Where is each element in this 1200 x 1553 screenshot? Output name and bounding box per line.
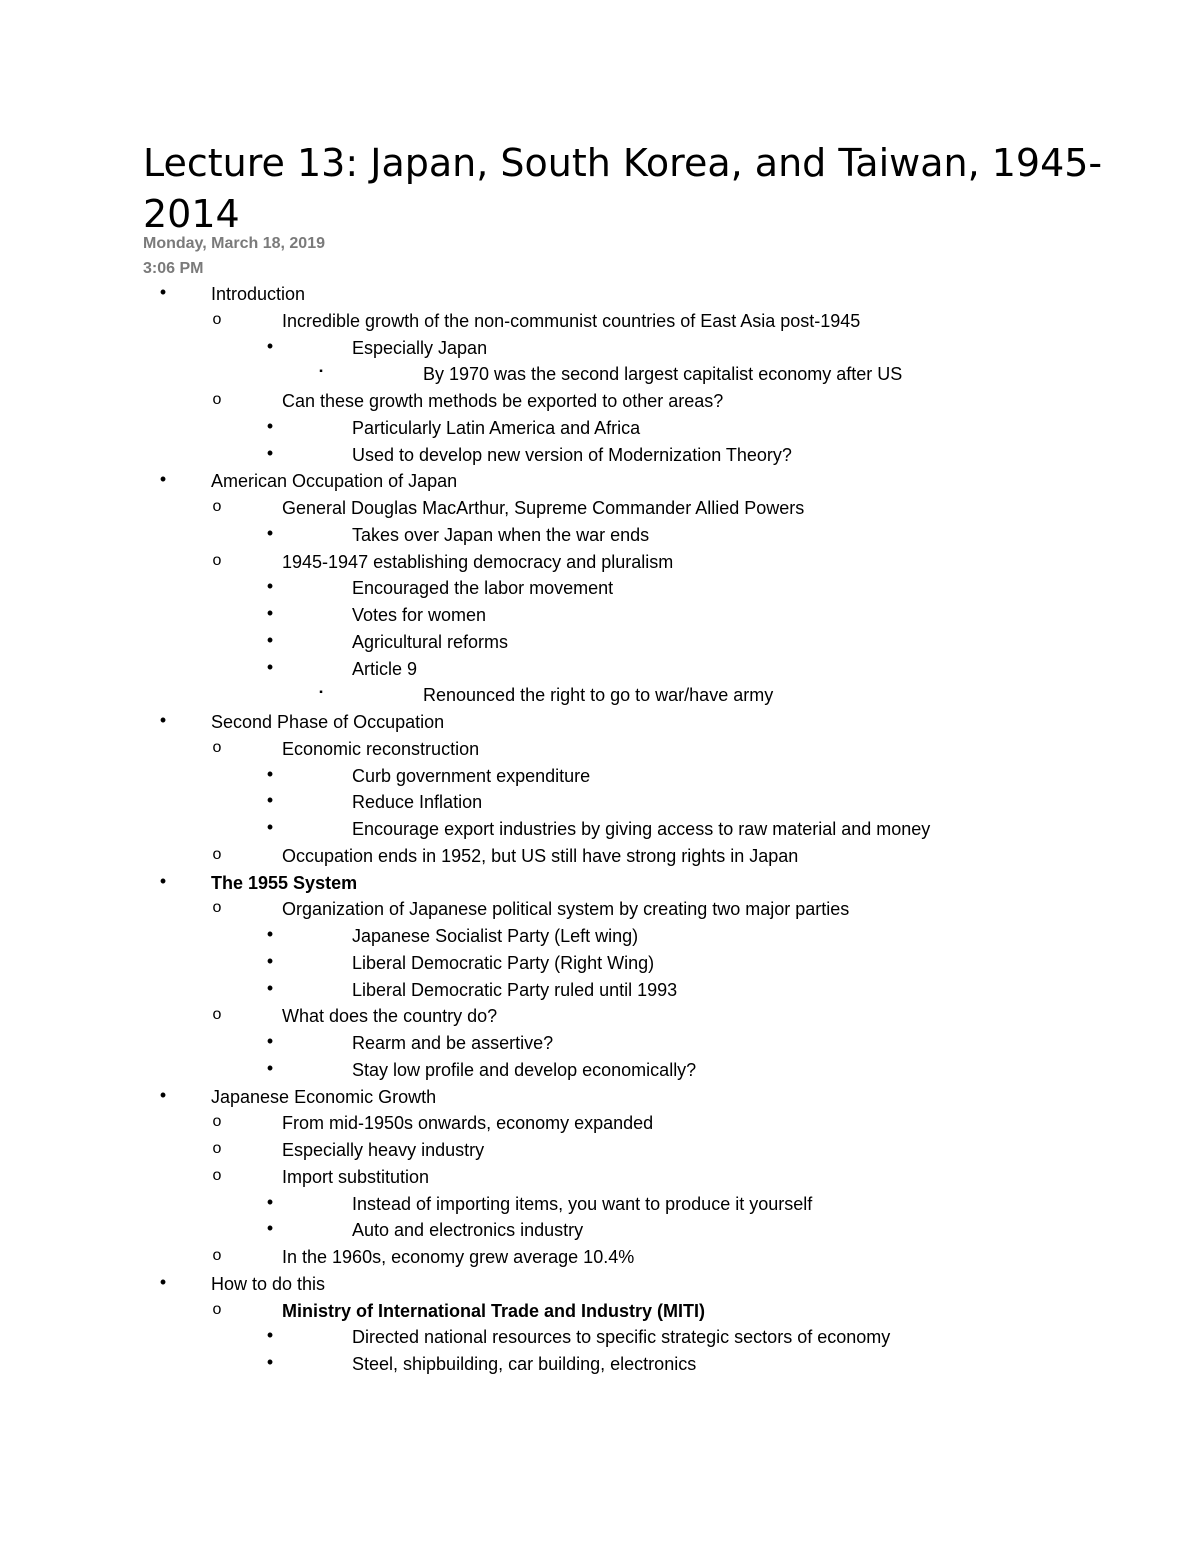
outline-item-level-3	[0, 1057, 1200, 1084]
outline-item-level-3	[0, 816, 1200, 843]
outline-item-level-3	[0, 789, 1200, 816]
outline-item-text: Liberal Democratic Party ruled until 1993	[352, 979, 678, 1000]
bullet-disc-icon: •	[266, 415, 274, 436]
outline-item-text: Liberal Democratic Party (Right Wing)	[352, 952, 655, 973]
outline-item-text: How to do this	[211, 1273, 326, 1294]
outline-item-level-3	[0, 335, 1200, 362]
outline-item-level-3	[0, 1217, 1200, 1244]
outline-item-text: Used to develop new version of Modernization Theory?	[352, 444, 792, 465]
bullet-disc-icon: •	[159, 870, 167, 891]
outline-item-text: Votes for women	[352, 605, 487, 625]
outline-item-text: Incredible growth of the non-communist countries of East Asia post-1945	[282, 310, 861, 331]
outline-item-level-2	[0, 495, 1200, 522]
outline-item-text: In the 1960s, economy grew average 10.4%	[282, 1247, 635, 1267]
outline-item-text: Japanese Economic Growth	[211, 1086, 437, 1107]
bullet-disc-icon: •	[159, 710, 167, 730]
bullet-circle-icon: o	[212, 1300, 222, 1318]
outline-item-level-3	[0, 763, 1200, 790]
bullet-disc-icon: •	[266, 576, 274, 597]
bullet-disc-icon: •	[266, 1325, 274, 1346]
outline-item-text: Curb government expenditure	[352, 765, 591, 786]
bullet-disc-icon: •	[266, 763, 274, 784]
bullet-disc-icon: •	[266, 656, 274, 677]
outline-item-level-4	[0, 682, 1200, 709]
outline-list	[0, 281, 1200, 1378]
outline-item-text: By 1970 was the second largest capitalist economy after US	[423, 364, 903, 385]
bullet-disc-icon: •	[266, 1191, 274, 1212]
outline-item-text: General Douglas MacArthur, Supreme Commander Allied Powers	[282, 498, 805, 518]
page-title: Lecture 13: Japan, South Korea, and Taiwan, 1945-2014	[143, 141, 1103, 236]
bullet-disc-icon: •	[159, 1084, 167, 1105]
outline-item-level-2	[0, 1164, 1200, 1191]
outline-item-text: Second Phase of Occupation	[211, 712, 445, 732]
outline-item-level-1	[0, 1271, 1200, 1298]
outline-item-text: Can these growth methods be exported to other areas?	[282, 391, 724, 411]
bullet-disc-icon: •	[266, 335, 274, 356]
bullet-circle-icon: o	[212, 1166, 222, 1184]
bullet-disc-icon: •	[266, 790, 274, 811]
outline-item-level-2	[0, 1137, 1200, 1164]
outline-item-level-3	[0, 1351, 1200, 1378]
outline-item-text: Agricultural reforms	[352, 631, 509, 652]
outline-item-level-2	[0, 388, 1200, 415]
bullet-disc-icon: •	[159, 282, 167, 302]
outline-item-text: What does the country do?	[282, 1006, 498, 1027]
outline-item-text: Stay low profile and develop economically?	[352, 1059, 697, 1080]
outline-item-text: Instead of importing items, you want to produce it yourself	[352, 1193, 813, 1214]
bullet-circle-icon: o	[212, 899, 222, 917]
outline-item-text: Encouraged the labor movement	[352, 578, 614, 599]
bullet-disc-icon: •	[266, 1352, 274, 1372]
outline-item-level-3	[0, 656, 1200, 683]
outline-item-text: Import substitution	[282, 1166, 430, 1187]
bullet-disc-icon: •	[266, 924, 274, 944]
outline-item-level-3	[0, 1030, 1200, 1057]
bullet-disc-icon: •	[266, 817, 274, 837]
outline-item-text: Introduction	[211, 284, 306, 304]
outline-item-level-2	[0, 736, 1200, 763]
outline-item-text: 1945-1947 establishing democracy and pluralism	[282, 551, 674, 572]
outline-item-text: Renounced the right to go to war/have army	[423, 685, 774, 706]
bullet-disc-icon: •	[159, 1271, 167, 1292]
outline-item-text: Especially Japan	[352, 337, 488, 358]
outline-item-level-2	[0, 1110, 1200, 1137]
outline-item-text: Ministry of International Trade and Industry (MITI)	[282, 1300, 706, 1321]
outline-item-level-2	[0, 549, 1200, 576]
outline-item-text: From mid-1950s onwards, economy expanded	[282, 1113, 654, 1134]
outline-item-level-1	[0, 1084, 1200, 1111]
outline-item-text: Directed national resources to specific strategic sectors of economy	[352, 1327, 891, 1348]
outline-item-text: Particularly Latin America and Africa	[352, 417, 641, 438]
bullet-circle-icon: o	[212, 1247, 222, 1264]
outline-item-level-3	[0, 415, 1200, 442]
outline-item-text: Rearm and be assertive?	[352, 1033, 554, 1053]
outline-item-text: Economic reconstruction	[282, 738, 480, 759]
outline-item-level-1	[0, 468, 1200, 495]
outline-item-level-2	[0, 1244, 1200, 1271]
outline-item-level-2	[0, 1003, 1200, 1030]
outline-item-level-2	[0, 843, 1200, 870]
outline-item-text: Steel, shipbuilding, car building, electronics	[352, 1354, 697, 1374]
outline-item-level-2	[0, 308, 1200, 335]
outline-item-text: Reduce Inflation	[352, 792, 483, 813]
bullet-disc-icon: •	[266, 1031, 274, 1051]
outline-item-text: Especially heavy industry	[282, 1140, 485, 1160]
bullet-circle-icon: o	[212, 498, 222, 515]
bullet-disc-icon: •	[159, 469, 167, 490]
bullet-disc-icon: •	[266, 1057, 274, 1078]
bullet-circle-icon: o	[212, 1113, 222, 1131]
note-time: 3:06 PM	[143, 260, 204, 277]
outline-item-level-4	[0, 361, 1200, 388]
bullet-circle-icon: o	[212, 1140, 222, 1157]
bullet-circle-icon: o	[212, 1006, 222, 1024]
note-date: Monday, March 18, 2019	[143, 235, 325, 252]
outline-item-text: The 1955 System	[211, 872, 358, 893]
bullet-disc-icon: •	[266, 950, 274, 971]
bullet-circle-icon: o	[212, 738, 222, 756]
outline-item-text: Organization of Japanese political system by creating two major parties	[282, 899, 850, 920]
bullet-disc-icon: •	[266, 629, 274, 650]
outline-item-level-2	[0, 896, 1200, 923]
outline-item-level-1	[0, 870, 1200, 897]
bullet-circle-icon: o	[212, 391, 222, 408]
bullet-square-icon: ▪	[319, 366, 323, 378]
outline-item-level-3	[0, 602, 1200, 629]
bullet-square-icon: ▪	[319, 687, 323, 699]
outline-item-level-3	[0, 977, 1200, 1004]
outline-item-level-3	[0, 442, 1200, 469]
outline-item-level-3	[0, 575, 1200, 602]
outline-item-level-1	[0, 709, 1200, 736]
bullet-disc-icon: •	[266, 603, 274, 623]
outline-item-level-3	[0, 1191, 1200, 1218]
outline-item-level-3	[0, 629, 1200, 656]
outline-item-text: American Occupation of Japan	[211, 471, 458, 492]
bullet-disc-icon: •	[266, 1218, 274, 1239]
outline-item-text: Encourage export industries by giving access to raw material and money	[352, 819, 931, 839]
bullet-disc-icon: •	[266, 977, 274, 998]
outline-item-text: Occupation ends in 1952, but US still have strong rights in Japan	[282, 845, 799, 866]
bullet-circle-icon: o	[212, 551, 222, 569]
outline-item-level-3	[0, 923, 1200, 950]
outline-item-text: Auto and electronics industry	[352, 1220, 584, 1241]
outline-item-level-3	[0, 950, 1200, 977]
bullet-circle-icon: o	[212, 845, 222, 863]
outline-item-level-2	[0, 1298, 1200, 1325]
bullet-disc-icon: •	[266, 442, 274, 463]
outline-item-text: Takes over Japan when the war ends	[352, 524, 650, 545]
bullet-disc-icon: •	[266, 522, 274, 543]
outline-item-text: Article 9	[352, 658, 418, 679]
bullet-circle-icon: o	[212, 310, 222, 328]
outline-item-level-1	[0, 281, 1200, 308]
outline-item-text: Japanese Socialist Party (Left wing)	[352, 926, 639, 946]
outline-item-level-3	[0, 522, 1200, 549]
outline-item-level-3	[0, 1324, 1200, 1351]
